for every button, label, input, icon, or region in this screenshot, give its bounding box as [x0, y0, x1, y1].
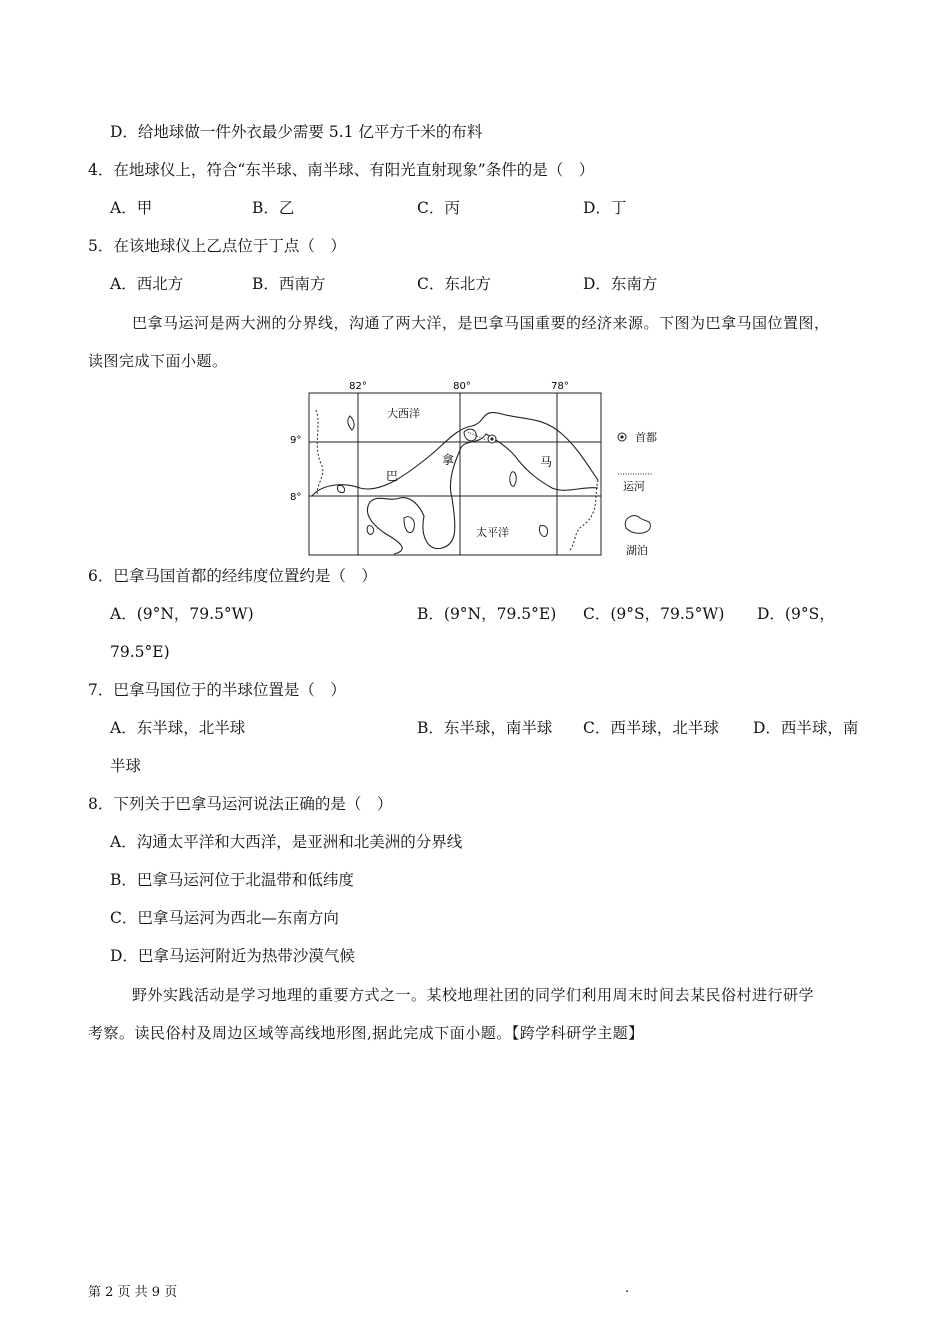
intro2-line2: 考察。读民俗村及周边区域等高线地形图,据此完成下面小题。【跨学科研学主题】 [88, 1024, 644, 1042]
island [348, 416, 354, 430]
panama-coastline [312, 413, 598, 554]
intro1-line1: 巴拿马运河是两大洲的分界线，沟通了两大洋，是巴拿马国重要的经济来源。下图为巴拿马国位置图， [132, 314, 830, 332]
legend-lake-icon [625, 516, 650, 534]
q7-option-b: B．东半球，南半球 [417, 719, 553, 737]
island [337, 485, 344, 492]
country-char-na: 拿 [442, 453, 455, 467]
lake [464, 429, 476, 441]
intro1-line2: 读图完成下面小题。 [88, 352, 228, 370]
west-border [316, 410, 323, 496]
q4-option-a: A．甲 [110, 199, 153, 217]
q8-option-c: C．巴拿马运河为西北—东南方向 [110, 909, 339, 927]
east-border [570, 480, 598, 550]
q5-option-a: A．西北方 [110, 275, 184, 293]
lat-label-8: 8° [290, 492, 302, 503]
q8-option-d: D．巴拿马运河附近为热带沙漠气候 [110, 947, 355, 965]
q4-option-b: B．乙 [252, 199, 295, 217]
atlantic-label: 大西洋 [387, 407, 420, 420]
q5-option-c: C．东北方 [417, 275, 491, 293]
canal [468, 432, 486, 440]
panama-map [282, 376, 672, 561]
island [404, 517, 414, 533]
q6-option-d-cont: 79.5°E) [110, 643, 170, 661]
q6-option-d: D．(9°S， [757, 605, 835, 623]
legend-capital-dot [620, 435, 623, 438]
q8-stem: 8．下列关于巴拿马运河说法正确的是（ ） [88, 795, 393, 813]
q7-option-d-cont: 半球 [110, 757, 142, 775]
q4-option-d: D．丁 [583, 199, 627, 217]
capital-dot [490, 437, 493, 440]
legend-canal-label: 运河 [623, 480, 645, 493]
q8-option-a: A．沟通太平洋和大西洋，是亚洲和北美洲的分界线 [110, 833, 463, 851]
legend-capital-label: 首都 [635, 431, 657, 444]
q5-option-b: B．西南方 [252, 275, 326, 293]
country-char-ma: 马 [540, 455, 553, 469]
q4-stem: 4．在地球仪上，符合“东半球、南半球、有阳光直射现象”条件的是（ ） [88, 161, 595, 179]
q6-stem: 6．巴拿马国首都的经纬度位置约是（ ） [88, 567, 377, 585]
q6-option-c: C．(9°S，79.5°W) [583, 605, 725, 623]
pacific-label: 太平洋 [476, 526, 509, 539]
q6-option-a: A．(9°N，79.5°W) [110, 605, 254, 623]
page-number: 第 2 页 共 9 页 [88, 1285, 178, 1300]
q7-option-a: A．东半球，北半球 [110, 719, 246, 737]
q3-option-d: D．给地球做一件外衣最少需要 5.1 亿平方千米的布料 [110, 123, 483, 141]
q5-stem: 5．在该地球仪上乙点位于丁点（ ） [88, 237, 346, 255]
q4-option-c: C．丙 [417, 199, 460, 217]
country-char-ba: 巴 [386, 469, 399, 483]
island [367, 526, 373, 535]
lon-label-80: 80° [453, 381, 471, 392]
footer-dot: . [625, 1281, 630, 1296]
q6-option-b: B．(9°N，79.5°E) [417, 605, 557, 623]
lat-label-9: 9° [290, 435, 302, 446]
lon-label-78: 78° [551, 381, 569, 392]
legend-lake-label: 湖泊 [626, 544, 648, 557]
island [539, 526, 547, 537]
intro2-line1: 野外实践活动是学习地理的重要方式之一。某校地理社团的同学们利用周末时间去某民俗村进行研学 [132, 986, 815, 1004]
island [510, 472, 516, 486]
q7-option-c: C．西半球，北半球 [583, 719, 719, 737]
q8-option-b: B．巴拿马运河位于北温带和低纬度 [110, 871, 354, 889]
q5-option-d: D．东南方 [583, 275, 658, 293]
q7-stem: 7．巴拿马国位于的半球位置是（ ） [88, 681, 346, 699]
q7-option-d: D．西半球，南 [753, 719, 859, 737]
lon-label-82: 82° [349, 381, 367, 392]
